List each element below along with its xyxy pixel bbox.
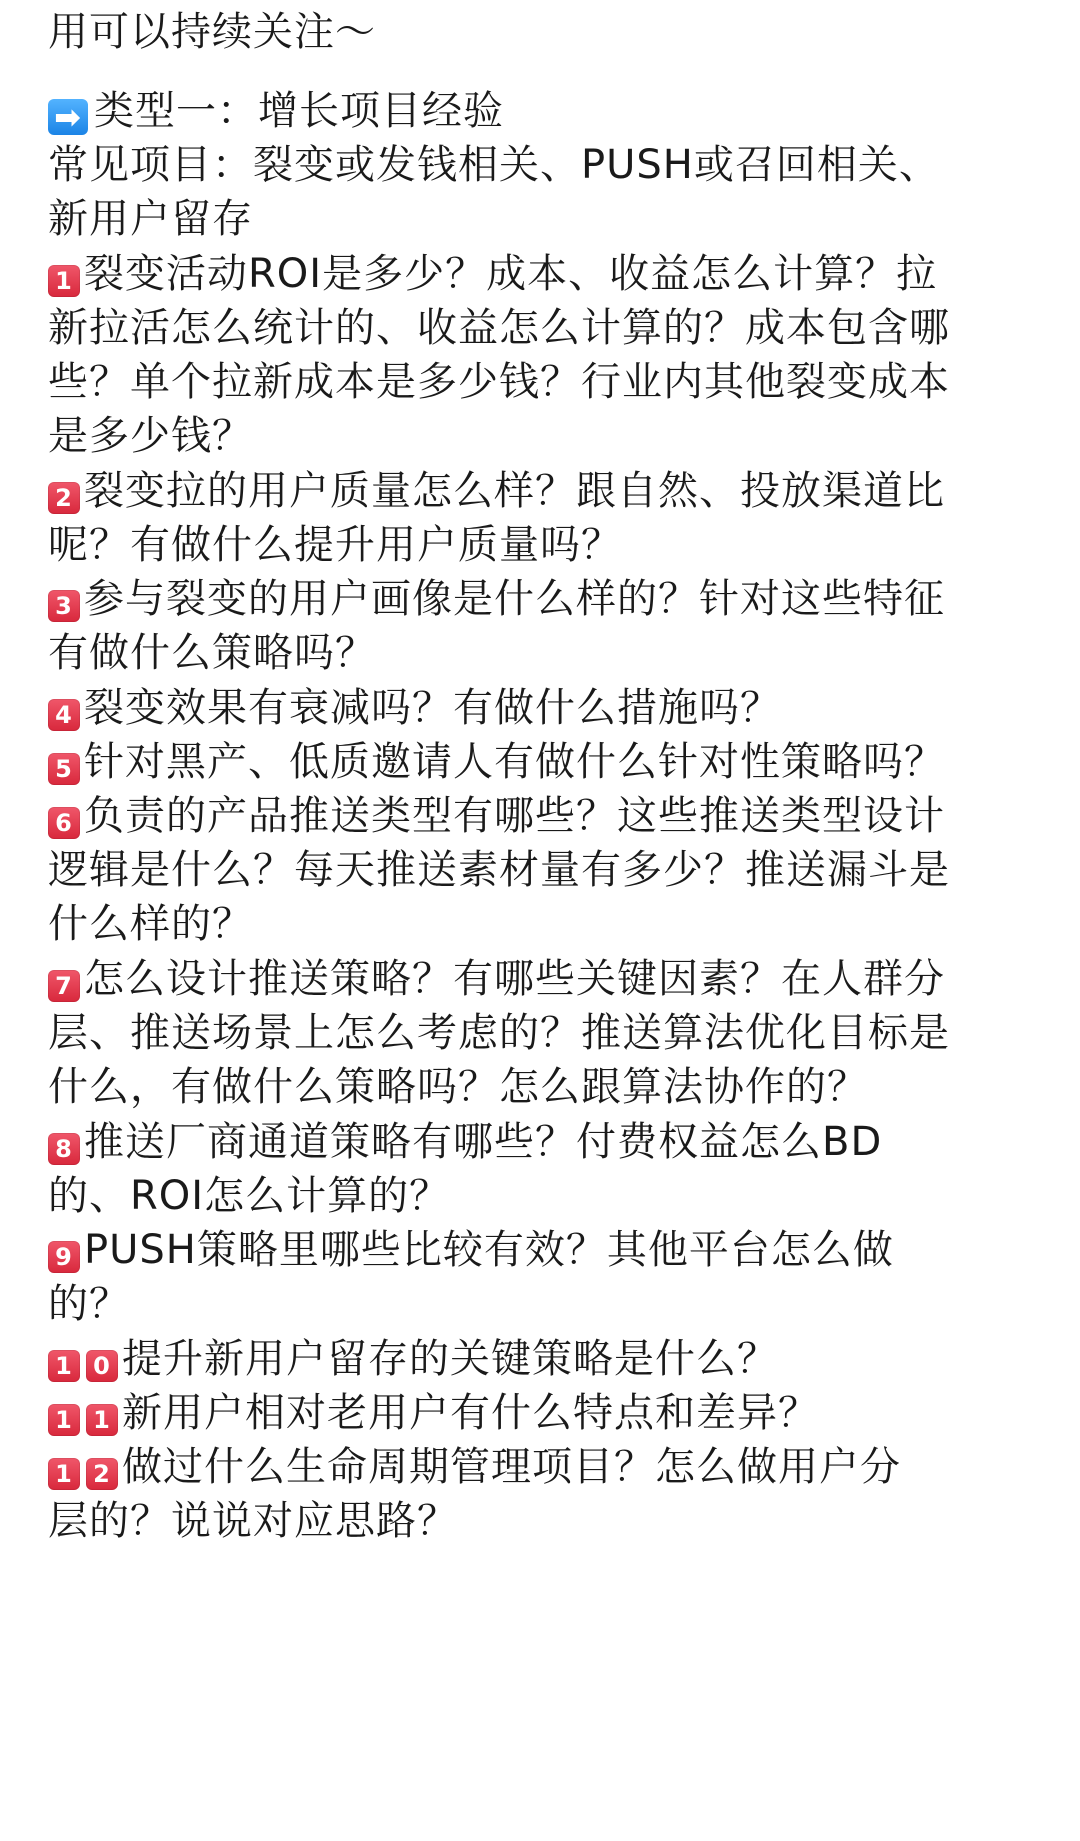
digit-2-keycap-icon: 2	[86, 1458, 118, 1490]
question-4-text: 裂变效果有衰减吗？有做什么措施吗？	[84, 685, 781, 731]
question-10-text: 提升新用户留存的关键策略是什么？	[122, 1336, 778, 1382]
question-3-line-2: 有做什么策略吗？	[48, 630, 376, 676]
question-10-line-1	[48, 1335, 778, 1383]
question-8-line-1	[48, 1118, 882, 1166]
question-11-line-1	[48, 1389, 819, 1437]
number-5-keycap-icon: 5	[48, 753, 80, 785]
digit-1-keycap-icon: 1	[48, 1350, 80, 1382]
question-9-text: PUSH策略里哪些比较有效？其他平台怎么做	[84, 1227, 894, 1273]
question-4-line-1	[48, 684, 781, 732]
question-5-text: 针对黑产、低质邀请人有做什么针对性策略吗？	[84, 739, 945, 785]
question-9-line-2: 的？	[48, 1281, 130, 1327]
digit-1-keycap-icon: 1	[86, 1404, 118, 1436]
number-6-keycap-icon: 6	[48, 807, 80, 839]
question-6-text: 负责的产品推送类型有哪些？这些推送类型设计	[84, 793, 945, 839]
question-8-text: 推送厂商通道策略有哪些？付费权益怎么BD	[84, 1119, 883, 1165]
question-1-line-2: 新拉活怎么统计的、收益怎么计算的？成本包含哪	[48, 305, 950, 351]
question-2-line-1	[48, 467, 945, 515]
question-7-line-2: 层、推送场景上怎么考虑的？推送算法优化目标是	[48, 1010, 950, 1056]
question-7-text: 怎么设计推送策略？有哪些关键因素？在人群分	[84, 956, 945, 1002]
question-3-line-1	[48, 575, 945, 623]
section-title: 类型一：增长项目经验	[94, 88, 504, 134]
question-1-text: 裂变活动ROI是多少？成本、收益怎么计算？拉	[84, 251, 938, 297]
question-12-text: 做过什么生命周期管理项目？怎么做用户分	[122, 1444, 901, 1490]
question-3-text: 参与裂变的用户画像是什么样的？针对这些特征	[84, 576, 945, 622]
common-projects-line-2: 新用户留存	[48, 196, 253, 242]
question-1-line-1	[48, 250, 937, 298]
number-8-keycap-icon: 8	[48, 1133, 80, 1165]
question-12-line-1	[48, 1443, 901, 1491]
right-arrow-icon: ➡	[48, 99, 88, 135]
number-1-keycap-icon: 1	[48, 265, 80, 297]
header-tail-text: 用可以持续关注～	[48, 9, 376, 55]
question-6-line-2: 逻辑是什么？每天推送素材量有多少？推送漏斗是	[48, 847, 950, 893]
question-11-text: 新用户相对老用户有什么特点和差异？	[122, 1390, 819, 1436]
question-5-line-1	[48, 738, 945, 786]
question-6-line-1	[48, 792, 945, 840]
question-1-line-4: 是多少钱？	[48, 413, 253, 459]
question-7-line-3: 什么，有做什么策略吗？怎么跟算法协作的？	[48, 1064, 868, 1110]
number-7-keycap-icon: 7	[48, 970, 80, 1002]
number-9-keycap-icon: 9	[48, 1241, 80, 1273]
question-9-line-1	[48, 1226, 894, 1274]
number-2-keycap-icon: 2	[48, 482, 80, 514]
digit-1-keycap-icon: 1	[48, 1458, 80, 1490]
question-7-line-1	[48, 955, 945, 1003]
question-2-text: 裂变拉的用户质量怎么样？跟自然、投放渠道比	[84, 468, 945, 514]
number-10-keycap-icon	[48, 1335, 118, 1383]
common-projects-line-1: 常见项目：裂变或发钱相关、PUSH或召回相关、	[48, 142, 940, 188]
number-12-keycap-icon	[48, 1443, 118, 1491]
question-12-line-2: 层的？说说对应思路？	[48, 1498, 458, 1544]
question-1-line-3: 些？单个拉新成本是多少钱？行业内其他裂变成本	[48, 359, 950, 405]
number-11-keycap-icon	[48, 1389, 118, 1437]
question-8-line-2: 的、ROI怎么计算的？	[48, 1173, 451, 1219]
number-4-keycap-icon: 4	[48, 699, 80, 731]
digit-1-keycap-icon: 1	[48, 1404, 80, 1436]
number-3-keycap-icon: 3	[48, 590, 80, 622]
digit-0-keycap-icon: 0	[86, 1350, 118, 1382]
section-title-line	[48, 87, 504, 135]
question-2-line-2: 呢？有做什么提升用户质量吗？	[48, 522, 622, 568]
question-6-line-3: 什么样的？	[48, 901, 253, 947]
